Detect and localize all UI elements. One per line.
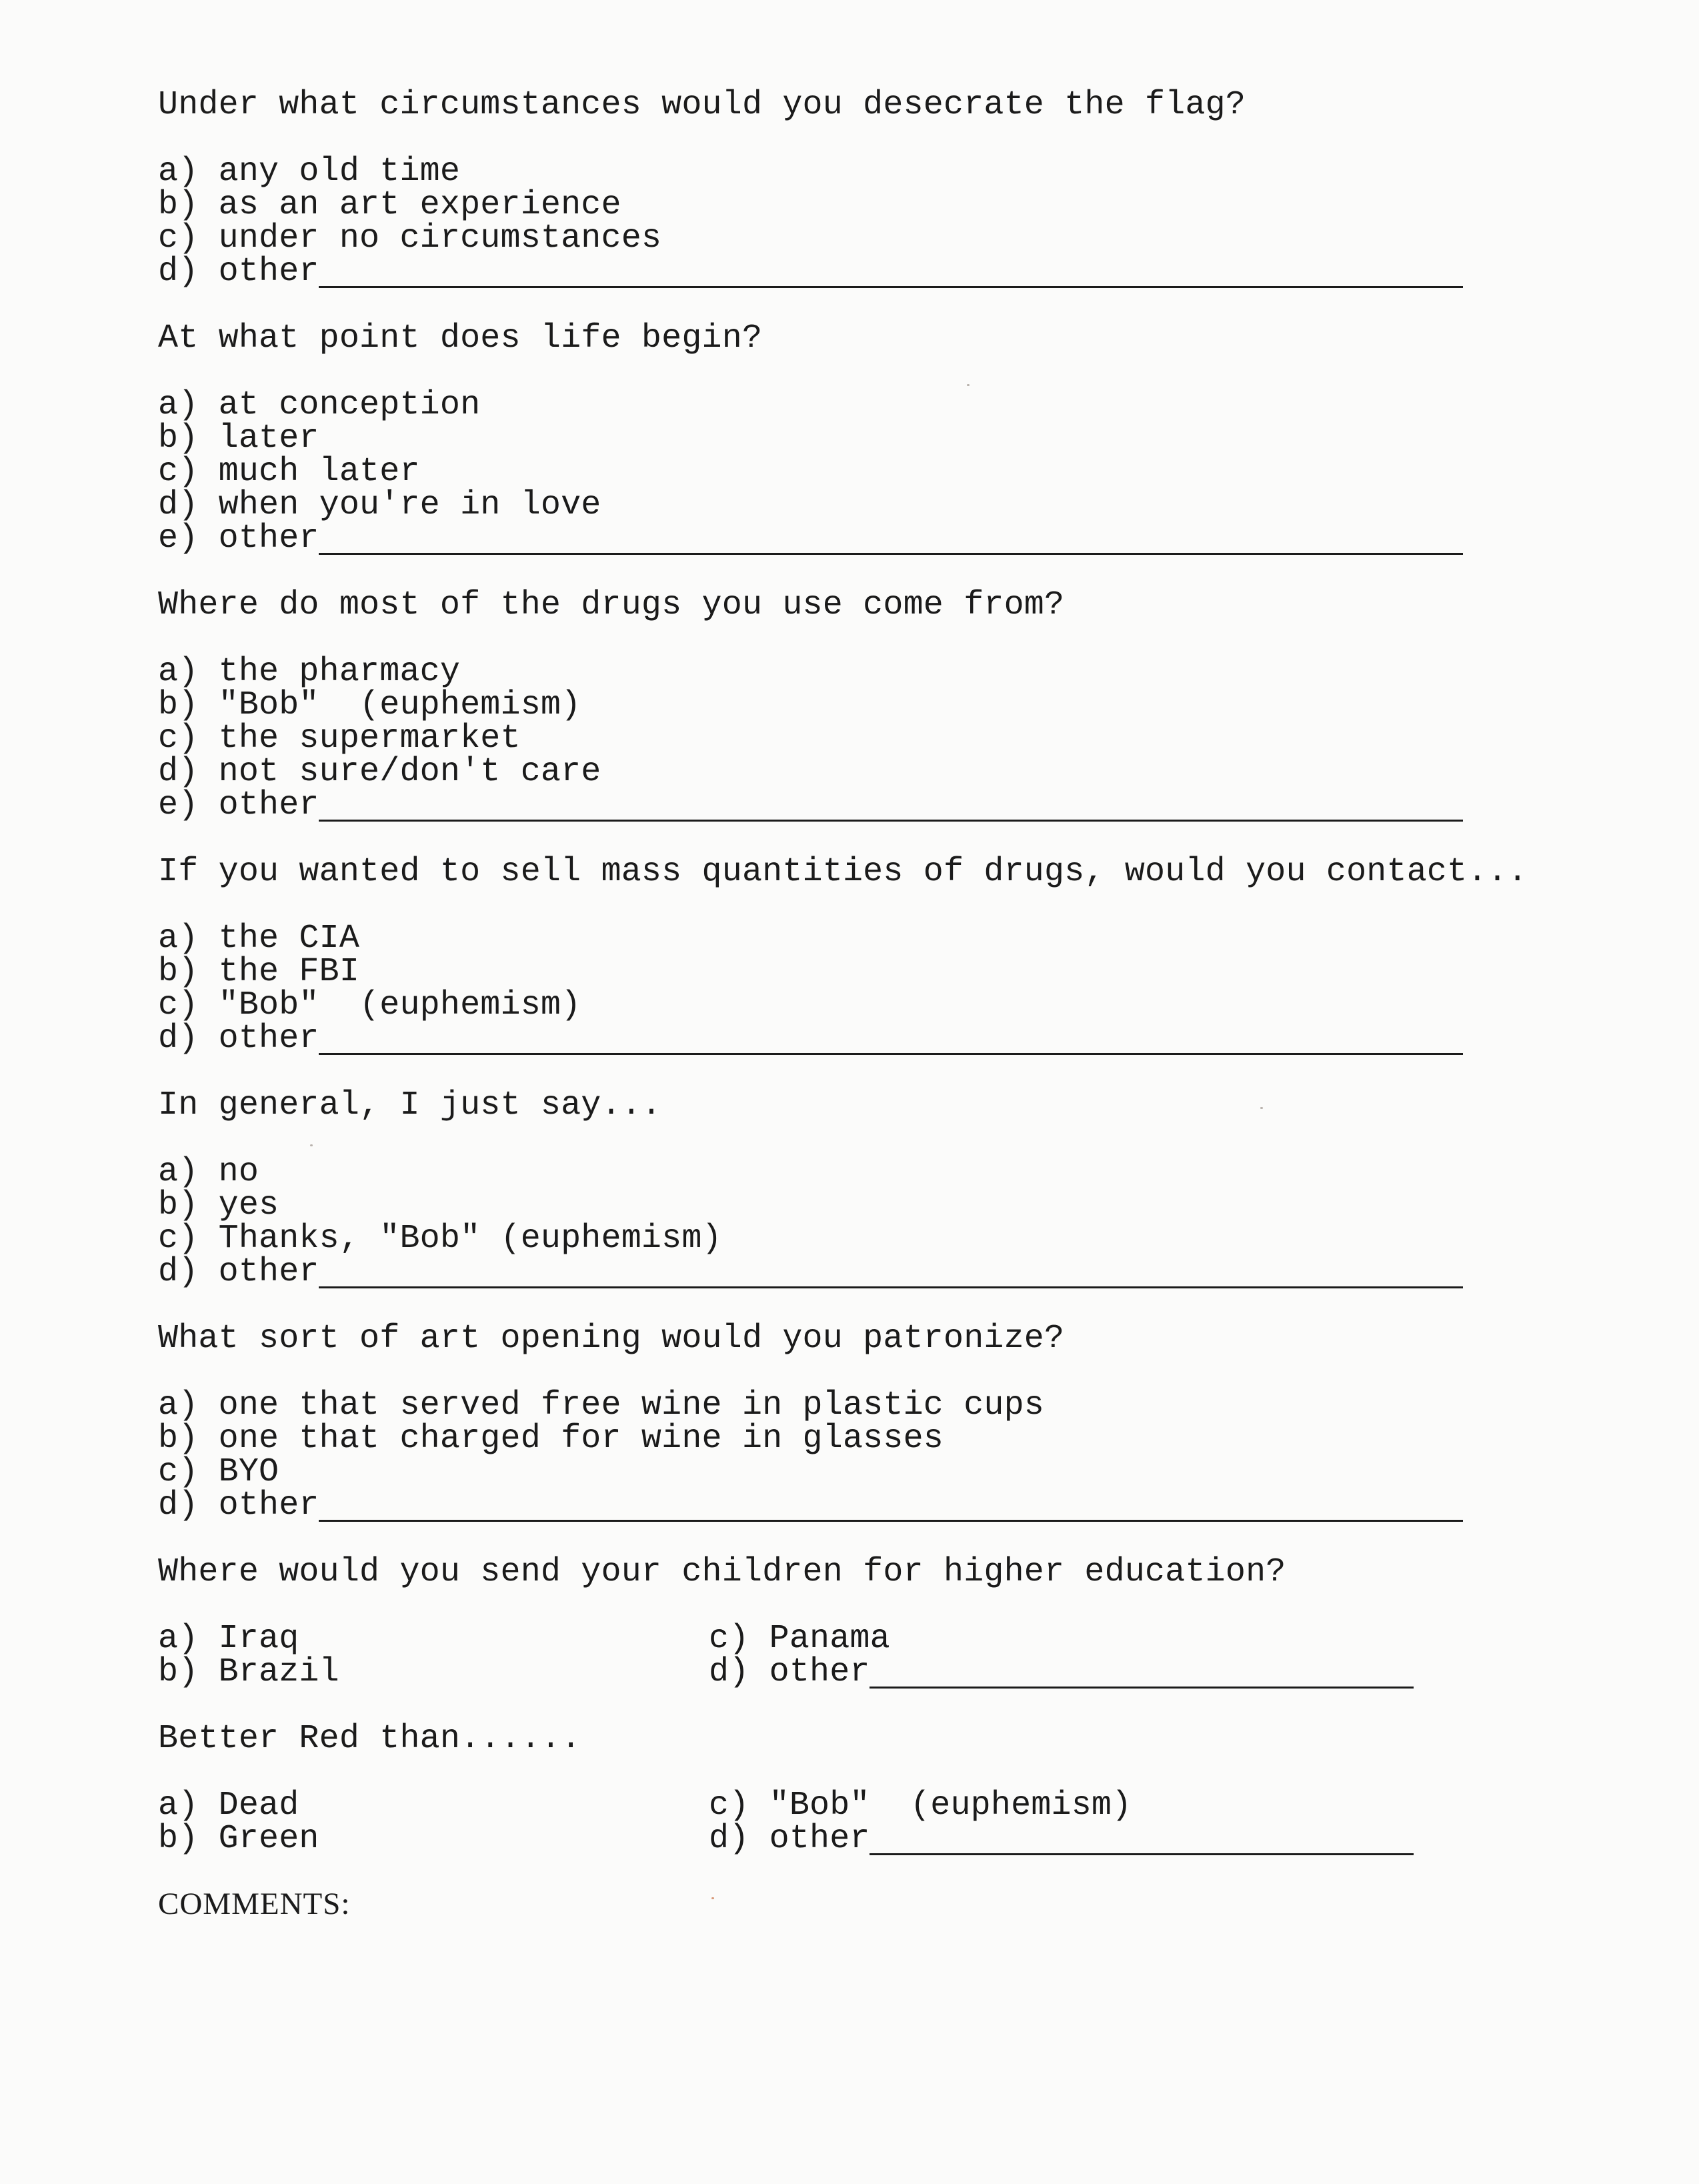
answer-option: b) yes [158, 1186, 279, 1224]
question-prompt: At what point does life begin? [158, 319, 763, 357]
answer-option: c) Panama [709, 1620, 890, 1658]
answer-option: b) later [158, 419, 319, 457]
answer-option: c) "Bob" (euphemism) [709, 1787, 1132, 1825]
scan-speck [711, 1897, 714, 1899]
answer-option: c) BYO [158, 1453, 279, 1491]
answer-option: d) other [158, 1020, 319, 1058]
scan-speck [310, 1144, 313, 1146]
write-in-blank[interactable] [319, 820, 1463, 822]
write-in-blank[interactable] [870, 1687, 1414, 1689]
question-prompt: In general, I just say... [158, 1086, 662, 1124]
answer-option: a) one that served free wine in plastic cups [158, 1386, 1045, 1424]
question-prompt: Where would you send your children for higher education? [158, 1553, 1286, 1591]
write-in-blank[interactable] [319, 286, 1463, 288]
answer-option: e) other [158, 519, 319, 558]
answer-option: d) not sure/don't care [158, 753, 601, 791]
answer-option: b) as an art experience [158, 186, 621, 224]
answer-option: d) when you're in love [158, 486, 601, 524]
answer-option: c) the supermarket [158, 720, 521, 758]
answer-option: a) at conception [158, 386, 481, 424]
comments-label: COMMENTS: [158, 1887, 351, 1921]
question-prompt: Under what circumstances would you desecrate the flag? [158, 86, 1246, 124]
answer-option: a) no [158, 1153, 259, 1191]
answer-option: d) other [158, 1253, 319, 1291]
answer-option: c) "Bob" (euphemism) [158, 986, 581, 1024]
answer-option: c) Thanks, "Bob" (euphemism) [158, 1220, 722, 1258]
question-prompt: Better Red than...... [158, 1720, 581, 1758]
answer-option: c) much later [158, 453, 420, 491]
write-in-blank[interactable] [319, 1286, 1463, 1288]
write-in-blank[interactable] [319, 553, 1463, 555]
scan-speck [967, 384, 970, 386]
question-prompt: If you wanted to sell mass quantities of drugs, would you contact... [158, 853, 1528, 891]
scan-speck [1260, 1107, 1263, 1109]
answer-option: a) Dead [158, 1787, 299, 1825]
answer-option: d) other [158, 253, 319, 291]
answer-option: d) other [709, 1820, 870, 1858]
answer-option: c) under no circumstances [158, 219, 662, 257]
answer-option: a) the CIA [158, 920, 360, 958]
write-in-blank[interactable] [870, 1853, 1414, 1855]
answer-option: d) other [709, 1653, 870, 1691]
answer-option: b) Brazil [158, 1653, 339, 1691]
answer-option: a) the pharmacy [158, 653, 461, 691]
write-in-blank[interactable] [319, 1520, 1463, 1522]
answer-option: b) the FBI [158, 953, 360, 991]
question-prompt: Where do most of the drugs you use come from? [158, 586, 1065, 624]
answer-option: a) Iraq [158, 1620, 299, 1658]
write-in-blank[interactable] [319, 1053, 1463, 1055]
answer-option: b) one that charged for wine in glasses [158, 1420, 944, 1458]
question-prompt: What sort of art opening would you patronize? [158, 1320, 1065, 1358]
answer-option: a) any old time [158, 153, 461, 191]
answer-option: e) other [158, 786, 319, 824]
answer-option: d) other [158, 1486, 319, 1524]
answer-option: b) "Bob" (euphemism) [158, 686, 581, 724]
answer-option: b) Green [158, 1820, 319, 1858]
